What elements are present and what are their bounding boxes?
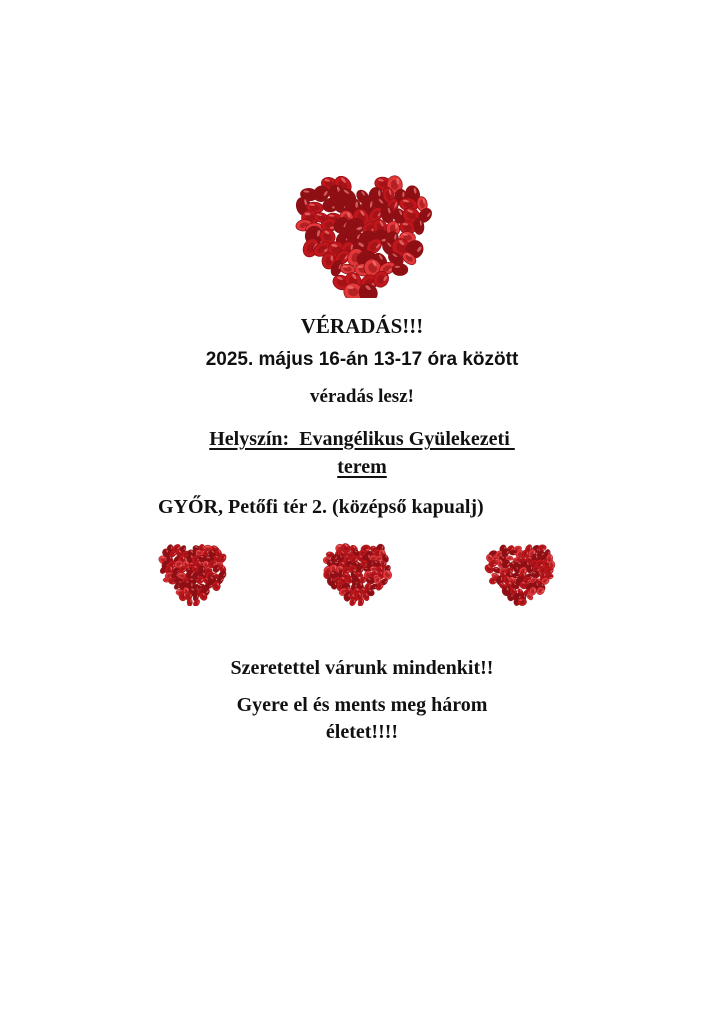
blood-cell-heart-icon — [318, 540, 397, 606]
invitation-text: Szeretettel várunk mindenkit!! — [230, 657, 494, 679]
blood-cell-heart-icon — [481, 540, 560, 606]
venue-line-1: Helyszín: Evangélikus Gyülekezeti — [209, 428, 515, 450]
call-to-action-line-2: életet!!!! — [325, 721, 399, 743]
call-to-action-line-1: Gyere el és ments meg három — [236, 694, 488, 716]
venue-line-2: terem — [337, 456, 387, 478]
venue-address: GYŐR, Petőfi tér 2. (középső kapualj) — [158, 496, 484, 518]
blood-cell — [392, 263, 408, 275]
blood-cell — [331, 581, 338, 589]
blood-cell-heart-icon — [289, 168, 437, 298]
blood-cell-heart-icon — [154, 540, 233, 606]
event-subtitle: véradás lesz! — [310, 386, 414, 407]
page-title: VÉRADÁS!!! — [300, 314, 424, 338]
event-date: 2025. május 16-án 13-17 óra között — [205, 349, 519, 370]
blood-cell — [538, 544, 547, 551]
blood-cell — [507, 593, 514, 601]
blood-cell — [187, 598, 193, 606]
